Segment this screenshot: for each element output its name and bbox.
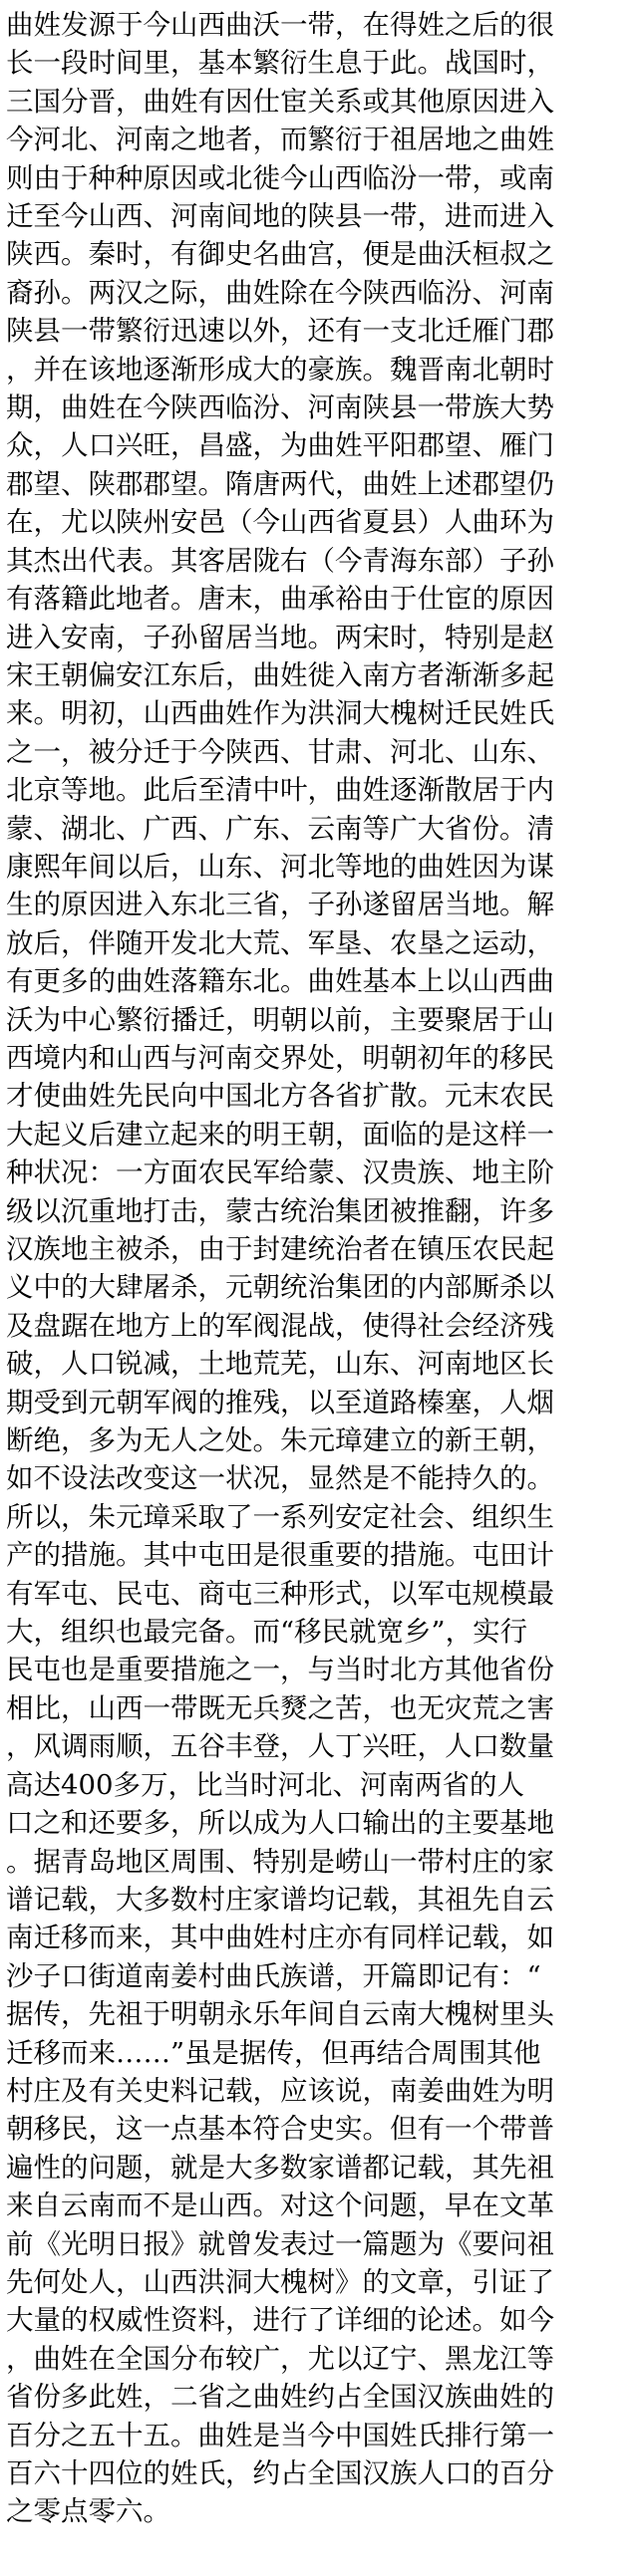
text-line: 裔孙。两汉之际，曲姓除在今陕西临汾、河南: [6, 276, 554, 309]
text-line: 则由于种种原因或北徙今山西临汾一带，或南: [6, 161, 554, 194]
text-line: 产的措施。其中屯田是很重要的措施。屯田计: [6, 1539, 554, 1572]
text-line: 口之和还要多，所以成为人口输出的主要基地: [6, 1807, 554, 1840]
text-line: 之一，被分迁于今陕西、甘肃、河北、山东、: [6, 735, 554, 768]
text-line: 在，尤以陕州安邑（今山西省夏县）人曲环为: [6, 506, 554, 539]
text-line: 放后，伴随开发北大荒、军垦、农垦之运动，: [6, 926, 554, 959]
text-line: 民屯也是重要措施之一，与当时北方其他省份: [6, 1654, 554, 1686]
text-line: 郡望、陕郡郡望。隋唐两代，曲姓上述郡望仍: [6, 467, 554, 500]
text-line: 南迁移而来，其中曲姓村庄亦有同样记载，如: [6, 1922, 554, 1954]
article-body: [6, 6, 632, 2531]
text-line: 先何处人，山西洪洞大槐树》的文章，引证了: [6, 2265, 554, 2298]
text-line: 大，组织也最完备。而“移民就宽乡”，实行: [6, 1616, 528, 1649]
text-line: 期受到元朝军阀的推残，以至道路榛塞，人烟: [6, 1386, 554, 1418]
text-line: 及盘踞在地方上的军阀混战，使得社会经济残: [6, 1309, 554, 1342]
text-line: 陕县一带繁衍迅速以外，还有一支北迁雁门郡: [6, 315, 554, 348]
text-line: 长一段时间里，基本繁衍生息于此。战国时，: [6, 47, 554, 80]
text-line: 百分之五十五。曲姓是当今中国姓氏排行第一: [6, 2419, 554, 2451]
text-line: 沃为中心繁衍播迁，明朝以前，主要聚居于山: [6, 1003, 554, 1036]
text-line: 陕西。秦时，有御史名曲宫，便是曲沃桓叔之: [6, 238, 554, 271]
text-line: 曲姓发源于今山西曲沃一带，在得姓之后的很: [6, 9, 554, 41]
text-line: 其杰出代表。其客居陇右（今青海东部）子孙: [6, 544, 554, 577]
text-line: 村庄及有关史料记载，应该说，南姜曲姓为明: [6, 2074, 554, 2107]
text-line: 朝移民，这一点基本符合史实。但有一个带普: [6, 2113, 554, 2146]
text-line: 遍性的问题，就是大多数家谱都记载，其先祖: [6, 2151, 554, 2184]
text-line: 沙子口街道南姜村曲氏族谱，开篇即记有：“: [6, 1959, 541, 1992]
text-line: 今河北、河南之地者，而繁衍于祖居地之曲姓: [6, 124, 554, 156]
text-line: 级以沉重地打击，蒙古统治集团被推翻，许多: [6, 1194, 554, 1227]
text-line: 百六十四位的姓氏，约占全国汉族人口的百分: [6, 2457, 554, 2489]
text-line: 西境内和山西与河南交界处，明朝初年的移民: [6, 1041, 554, 1074]
text-line: 康熙年间以后，山东、河北等地的曲姓因为谋: [6, 850, 554, 883]
text-line: 义中的大肆屠杀，元朝统治集团的内部厮杀以: [6, 1271, 554, 1304]
text-line: 北京等地。此后至清中叶，曲姓逐渐散居于内: [6, 774, 554, 807]
text-line: 期，曲姓在今陕西临汾、河南陕县一带族大势: [6, 391, 554, 424]
text-line: 相比，山西一带既无兵燹之苦，也无灾荒之害: [6, 1691, 554, 1724]
text-line: 大起义后建立起来的明王朝，面临的是这样一: [6, 1118, 554, 1151]
text-line: 有军屯、民屯、商屯三种形式，以军屯规模最: [6, 1577, 554, 1610]
text-line: 据传，先祖于明朝永乐年间自云南大槐树里头: [6, 1998, 554, 2031]
text-line: 高达400多万，比当时河北、河南两省的人: [6, 1768, 524, 1801]
text-line: 断绝，多为无人之处。朱元璋建立的新王朝，: [6, 1424, 554, 1457]
text-line: 才使曲姓先民向中国北方各省扩散。元末农民: [6, 1080, 554, 1113]
text-line: 宋王朝偏安江东后，曲姓徙入南方者渐渐多起: [6, 658, 554, 691]
text-line: ，风调雨顺，五谷丰登，人丁兴旺，人口数量: [6, 1730, 554, 1763]
text-line: 所以，朱元璋采取了一系列安定社会、组织生: [6, 1500, 554, 1533]
text-line: 来。明初，山西曲姓作为洪洞大槐树迁民姓氏: [6, 697, 554, 730]
text-line: 省份多此姓，二省之曲姓约占全国汉族曲姓的: [6, 2381, 554, 2414]
text-line: 迁移而来……”虽是据传，但再结合周围其他: [6, 2036, 541, 2069]
text-line: ，并在该地逐渐形成大的豪族。魏晋南北朝时: [6, 353, 554, 386]
text-line: 生的原因进入东北三省，子孙遂留居当地。解: [6, 889, 554, 921]
text-line: 。据青岛地区周围、特别是崂山一带村庄的家: [6, 1845, 554, 1878]
text-line: 迁至今山西、河南间地的陕县一带，进而进入: [6, 200, 554, 233]
text-line: 三国分晋，曲姓有因仕宦关系或其他原因进入: [6, 85, 554, 118]
text-line: 大量的权威性资料，进行了详细的论述。如今: [6, 2304, 554, 2337]
text-line: 众，人口兴旺，昌盛，为曲姓平阳郡望、雁门: [6, 429, 554, 462]
text-line: 种状况：一方面农民军给蒙、汉贵族、地主阶: [6, 1157, 554, 1189]
text-line: 有更多的曲姓落籍东北。曲姓基本上以山西曲: [6, 965, 554, 998]
text-line: 蒙、湖北、广西、广东、云南等广大省份。清: [6, 812, 554, 845]
text-line: 汉族地主被杀，由于封建统治者在镇压农民起: [6, 1233, 554, 1265]
text-line: 之零点零六。: [6, 2495, 170, 2528]
text-line: 前《光明日报》就曾发表过一篇题为《要问祖: [6, 2227, 554, 2260]
text-line: 进入安南，子孙留居当地。两宋时，特别是赵: [6, 621, 554, 653]
text-line: 来自云南而不是山西。对这个问题，早在文革: [6, 2190, 554, 2222]
text-line: 如不设法改变这一状况，显然是不能持久的。: [6, 1462, 554, 1495]
text-line: 有落籍此地者。唐末，曲承裕由于仕宦的原因: [6, 583, 554, 616]
text-line: 破，人口锐减，土地荒芜，山东、河南地区长: [6, 1348, 554, 1381]
text-line: 谱记载，大多数村庄家谱均记载，其祖先自云: [6, 1883, 554, 1916]
text-line: ，曲姓在全国分布较广，尤以辽宁、黑龙江等: [6, 2342, 554, 2375]
